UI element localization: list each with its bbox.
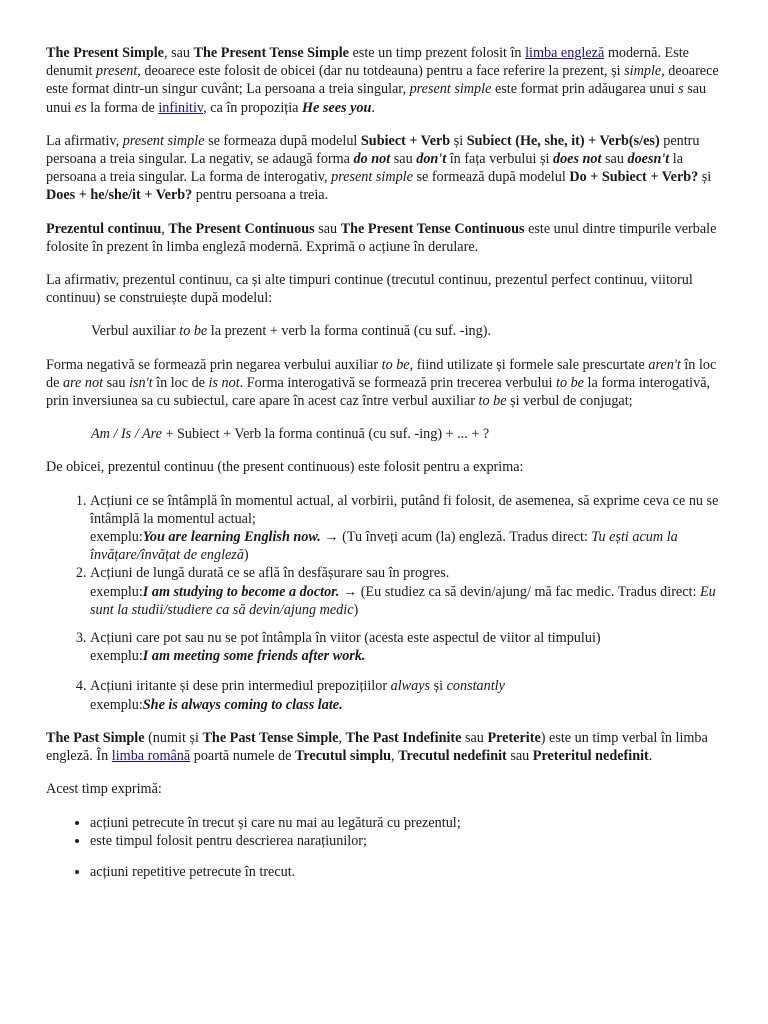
link-limba-engleza[interactable]: limba engleză [525,45,605,61]
link-limba-romana[interactable]: limba română [111,748,191,765]
list-item: • este timpul folosit pentru descrierea narațiunilor; [90,832,722,850]
term: The Present Simple [46,45,164,61]
example-sentence: I am meeting some friends after work. [142,648,366,665]
past-simple-uses-list [46,814,722,882]
paragraph-present-continuous: Prezentul continuu, The Present Continuous sau The Present Tense Continuous este unul dintre timpurile verbale folosite în prezent în limba engleză modernă. Exprimă o acțiune în derulare. [46,220,717,255]
uses-list [46,492,722,714]
paragraph-past-simple-uses-intro: Acest timp exprimă: [46,781,162,798]
paragraph-present-simple-forms: La afirmativ, present simple se formeaza după modelul Subiect + Verb și Subiect (He, she, it) + Verb(s/es) pentru persoana a treia singular. La negativ, se adaugă forma do not sau don't în fața verbului și does not sau doesn't la persoana a treia singular. La forma de interogativ, present simple se formează după modelul Do + Subiect + Verb? și Does + he/she/it + Verb? pentru persoana a treia. [46,132,712,204]
list-item: • acțiuni petrecute în trecut și care nu mai au legătură cu prezentul; [90,814,722,832]
paragraph-negative-interrogative: Forma negativă se formează prin negarea verbului auxiliar to be, fiind utilizate și formele sale prescurtate aren't în loc de are not sau isn't în loc de is not. Forma interogativă se formează prin trecerea verbului to be la forma interogativă, prin inversiunea sa cu subiectul, care apare în acest caz între verbul auxiliar to be și verbul de conjugat; [46,356,717,410]
example-phrase: He sees you [302,99,372,116]
paragraph-affirmative-continuous: La afirmativ, prezentul continuu, ca și alte timpuri continue (trecutul continuu, prezentul perfect continuu, viitorul continuu) se construiește după modelul: [46,272,693,307]
formula-interrogative: Am / Is / Are + Subiect + Verb la forma continuă (cu suf. -ing) + ... + ? [91,426,490,443]
list-item: 3. Acțiuni care pot sau nu se pot întâmpla în viitor (acesta este aspectul de viitor al timpului) exemplu:I am meeting some friends after work. [90,629,722,665]
paragraph-past-simple: The Past Simple (numit și The Past Tense Simple, The Past Indefinite sau Preterite) este un timp verbal în limba engleză. În limba română poartă numele de Trecutul simplu, Trecutul nedefinit sau Preteritul nedefinit. [46,729,708,765]
list-item: 4. Acțiuni iritante și dese prin intermediul prepozițiilor always și constantly exemplu:She is always coming to class late. [90,677,722,713]
list-item: 1. Acțiuni ce se întâmplă în momentul actual, al vorbirii, putând fi folosit, de asemenea, să exprime ceva ce nu se întâmplă la momentul actual; exemplu:You are learning English now. → (Tu înveți acum (la) engleză. Tradus direct: Tu ești acum la învățare/învățat de engleză) [90,492,722,565]
paragraph-present-simple: The Present Simple, sau The Present Tense Simple este un timp prezent folosit în limba engleză modernă. Este denumit present, deoarece este folosit de obicei (dar nu totdeauna) pentru a face referire la prezent, și simple, deoarece este format dintr-un singur cuvânt; La persoana a treia singular, present simple este format prin adăugarea unui s sau unui es la forma de infinitiv, ca în propoziția He sees you. [46,45,719,116]
link-infinitiv[interactable]: infinitiv [158,99,204,116]
list-item: • acțiuni repetitive petrecute în trecut. [90,863,722,881]
example-sentence: You are learning English now. [142,529,321,546]
term: The Present Tense Simple [193,45,349,61]
example-sentence: I am studying to become a doctor. [142,583,340,600]
formula-affirmative: Verbul auxiliar to be la prezent + verb la forma continuă (cu suf. -ing). [91,323,491,340]
list-item: 2. Acțiuni de lungă durată ce se află în desfășurare sau în progres. exemplu:I am studying to become a doctor. → (Eu studiez ca să devin/ajung/ mă fac medic. Tradus direct: Eu sunt la studii/studiere ca să devin/ajung medic) [90,564,722,619]
example-sentence: She is always coming to class late. [142,696,343,713]
paragraph-uses-intro: De obicei, prezentul continuu (the present continuous) este folosit pentru a exprima: [46,459,524,476]
